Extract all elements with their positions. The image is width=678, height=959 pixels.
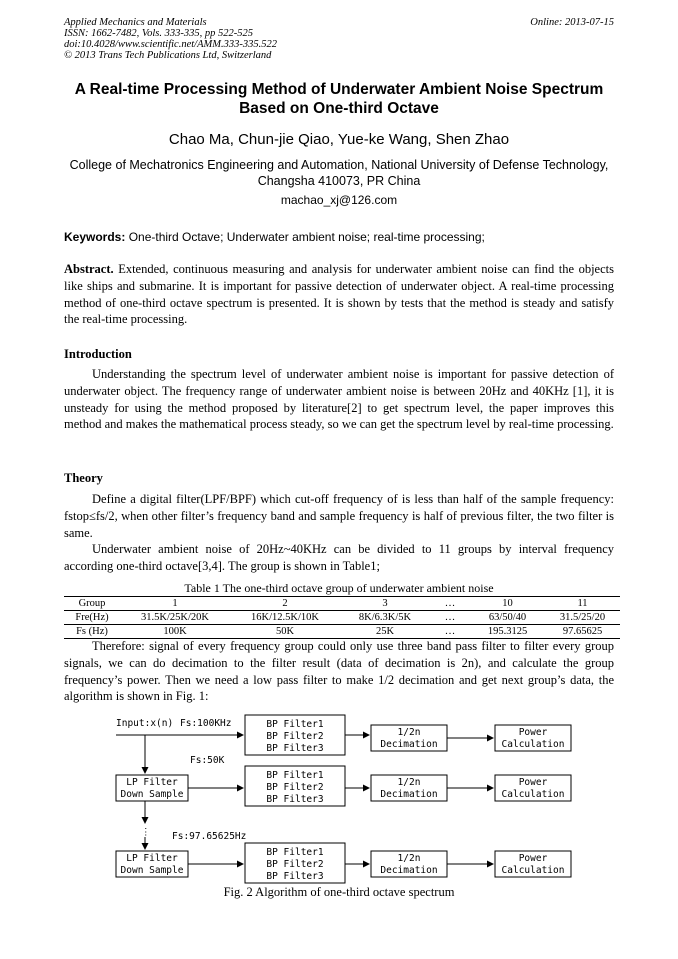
fs-label-3: Fs:97.65625Hz — [172, 831, 247, 842]
algorithm-diagram — [0, 705, 678, 885]
fs-label-2: Fs:50K — [190, 755, 225, 766]
copyright: © 2013 Trans Tech Publications Ltd, Switzerland — [64, 50, 272, 61]
power-label: Power — [518, 853, 548, 864]
decimation-label: Decimation — [380, 739, 438, 750]
keywords-label: Keywords: — [64, 230, 126, 244]
table-cell: 1 — [120, 597, 230, 611]
power-label: Calculation — [501, 739, 565, 750]
bp-filter-label: BP Filter2 — [266, 782, 324, 793]
table-cell: 16K/12.5K/10K — [230, 611, 340, 625]
authors: Chao Ma, Chun-jie Qiao, Yue-ke Wang, Shen Zhao — [168, 131, 510, 148]
lp-filter-label: Down Sample — [120, 865, 184, 876]
table-cell: 11 — [545, 597, 620, 611]
bp-filter-label: BP Filter1 — [266, 770, 324, 781]
table-cell: … — [430, 625, 470, 639]
table-cell: 10 — [470, 597, 545, 611]
theory-paragraph-2: Underwater ambient noise of 20Hz~40KHz can be divided to 11 groups by interval frequency according one-third octave[3,4]. The group is shown in Table1; — [64, 542, 614, 573]
introduction-paragraph: Understanding the spectrum level of underwater ambient noise is important for passive detection of underwater object. The frequency range of underwater ambient noise is between 20Hz and 40KHz [1], it is unsteady for using the method proposed by literature[2] to get spectrum level, the paper improves this method and makes the mathematical process steady, so we can get the spectrum level by real-time processing. — [64, 367, 614, 432]
abstract-label: Abstract. — [64, 262, 114, 276]
table-caption: Table 1 The one-third octave group of underwater ambient noise — [184, 581, 494, 595]
introduction-heading: Introduction — [64, 347, 132, 361]
theory-heading: Theory — [64, 471, 103, 485]
fs-label-1: Fs:100KHz — [180, 718, 232, 729]
table-row — [64, 597, 620, 611]
table-cell: … — [430, 597, 470, 611]
power-label: Calculation — [501, 789, 565, 800]
bp-filter-label: BP Filter2 — [266, 731, 324, 742]
table-row — [64, 611, 620, 625]
table-cell: … — [430, 611, 470, 625]
issn: ISSN: 1662-7482, Vols. 333-335, pp 522-525 — [64, 28, 253, 39]
abstract — [64, 261, 614, 328]
bp-filter-label: BP Filter3 — [266, 794, 324, 805]
table-cell: Fs (Hz) — [64, 625, 120, 639]
bp-filter-label: BP Filter1 — [266, 847, 324, 858]
affiliation: College of Mechatronics Engineering and Automation, National University of Defense Technology, Changsha 410073, PR China — [69, 158, 609, 188]
decimation-label: 1/2n — [397, 727, 421, 738]
keywords — [64, 230, 624, 244]
decimation-label: Decimation — [380, 865, 438, 876]
table-cell: 31.5K/25K/20K — [120, 611, 230, 625]
journal-name: Applied Mechanics and Materials — [64, 17, 207, 28]
power-label: Power — [518, 727, 548, 738]
table-cell: 3 — [340, 597, 430, 611]
decimation-label: 1/2n — [397, 853, 421, 864]
table-cell: Group — [64, 597, 120, 611]
table-cell: 2 — [230, 597, 340, 611]
input-label: Input:x(n) — [116, 718, 174, 729]
paper-title: A Real-time Processing Method of Underwater Ambient Noise Spectrum Based on One-third Octave — [74, 81, 604, 117]
bp-filter-label: BP Filter3 — [266, 871, 324, 882]
author-email[interactable]: machao_xj@126.com — [280, 193, 398, 207]
online-date: Online: 2013-07-15 — [530, 17, 614, 28]
table-cell: 31.5/25/20 — [545, 611, 620, 625]
theory-paragraph-3: Therefore: signal of every frequency group could only use three band pass filter to filter every group signals, we can do decimation to the filter result (data of decimation is 2n), and calculate the group frequency’s power. Then we need a low pass filter to make 1/2 decimation and get next group’s data, the algorithm is shown in Fig. 1: — [64, 639, 614, 704]
table-cell: 97.65625 — [545, 625, 620, 639]
lp-filter-label: LP Filter — [126, 853, 178, 864]
bp-filter-label: BP Filter3 — [266, 743, 324, 754]
table-cell: 100K — [120, 625, 230, 639]
lp-filter-label: LP Filter — [126, 777, 178, 788]
continuation-dots: ⋮ — [141, 827, 151, 838]
table-row — [64, 625, 620, 639]
keywords-text: One-third Octave; Underwater ambient noise; real-time processing; — [125, 230, 485, 244]
theory-paragraph-1: Define a digital filter(LPF/BPF) which cut-off frequency of is less than half of the sample frequency: fstop≤fs/2, when other filter’s frequency band and sample frequency is half of previous filter, the two filter is same. — [64, 492, 614, 540]
figure-caption: Fig. 2 Algorithm of one-third octave spectrum — [223, 885, 455, 899]
one-third-octave-table — [64, 596, 620, 639]
table-cell: 8K/6.3K/5K — [340, 611, 430, 625]
table-cell: 50K — [230, 625, 340, 639]
power-label: Calculation — [501, 865, 565, 876]
decimation-label: Decimation — [380, 789, 438, 800]
table-cell: 63/50/40 — [470, 611, 545, 625]
decimation-label: 1/2n — [397, 777, 421, 788]
table-cell: 25K — [340, 625, 430, 639]
lp-filter-label: Down Sample — [120, 789, 184, 800]
doi[interactable]: doi:10.4028/www.scientific.net/AMM.333-335.522 — [64, 39, 277, 50]
table-cell: Fre(Hz) — [64, 611, 120, 625]
bp-filter-label: BP Filter1 — [266, 719, 324, 730]
bp-filter-label: BP Filter2 — [266, 859, 324, 870]
table-cell: 195.3125 — [470, 625, 545, 639]
abstract-text: Extended, continuous measuring and analysis for underwater ambient noise can find the objects like ships and submarine. It is important for passive detection of underwater object. A real-time processing method of one-third octave spectrum is presented. It is shown by tests that the method is steady and satisfy the real-time processing. — [64, 262, 614, 327]
power-label: Power — [518, 777, 548, 788]
